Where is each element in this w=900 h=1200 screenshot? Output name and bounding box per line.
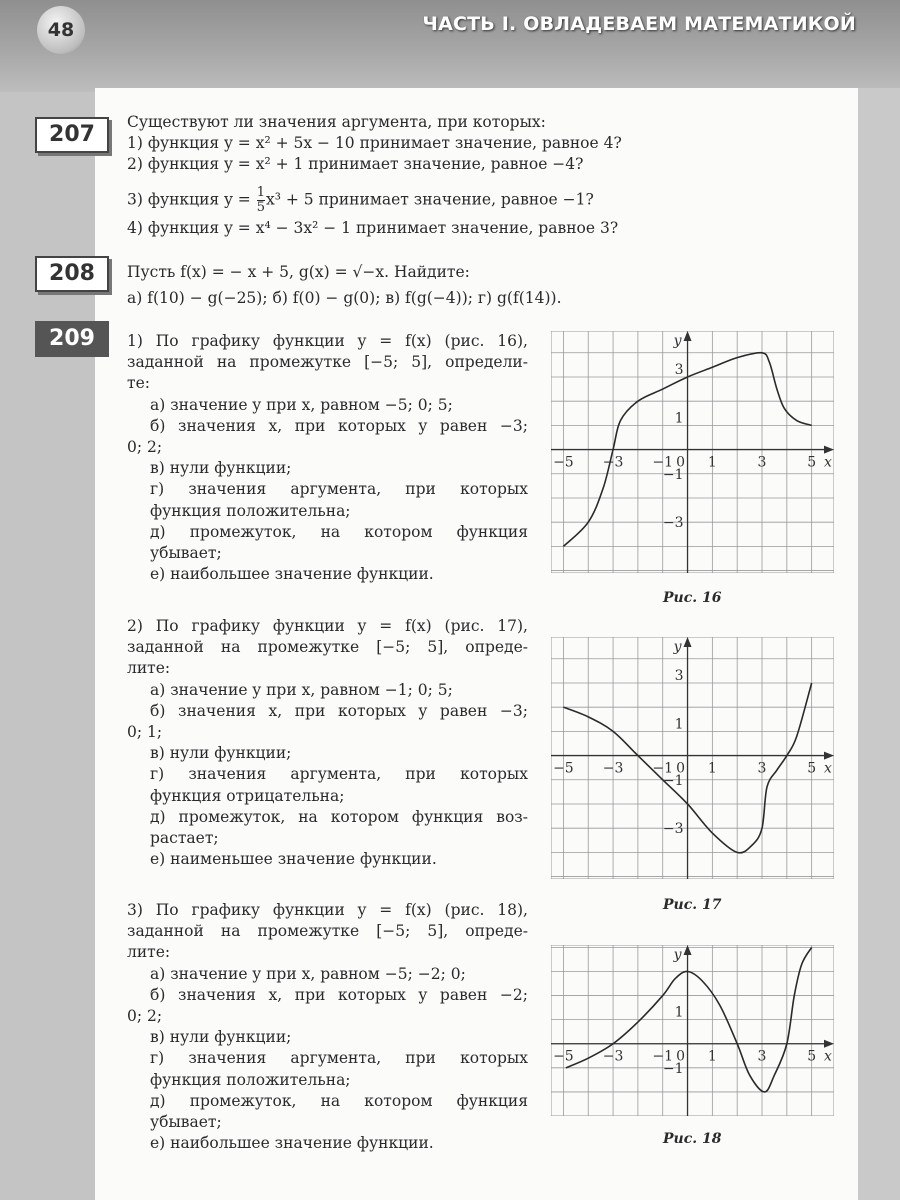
task-209-line: функция отрицательна;	[150, 786, 345, 805]
right-margin	[858, 88, 900, 1200]
task-207-line	[127, 186, 594, 215]
grid-border	[551, 945, 834, 1116]
task-number-208: 208	[35, 256, 109, 292]
y-tick-label: −3	[662, 821, 684, 838]
task-209-line: 0; 2;	[127, 1007, 163, 1025]
x-tick-label: −3	[602, 1048, 624, 1065]
task-209-line: 3) По графику функции y = f(x) (рис. 18),	[127, 901, 528, 919]
task-208-line: а) f(10) − g(−25); б) f(0) − g(0); в) f(g(−4)); г) g(f(14)).	[127, 289, 562, 307]
task-209-line: е) наибольшее значение функции.	[150, 1134, 434, 1153]
figure-caption: Рис. 18	[663, 1131, 722, 1147]
x-tick-label: 1	[707, 1048, 717, 1065]
x-tick-label: 5	[807, 1048, 817, 1065]
task-209-line: лите:	[127, 943, 171, 962]
task-209-line: в) нули функции;	[150, 1028, 292, 1047]
y-axis-label: y	[673, 333, 682, 349]
task-209-line: 0; 1;	[127, 723, 163, 741]
task-208-line: Пусть f(x) = − x + 5, g(x) = √−x. Найдите:	[127, 263, 470, 281]
task-209-line: а) значение y при x, равном −1; 0; 5;	[150, 680, 453, 699]
task-209-line: г) значения аргумента, при которых	[150, 480, 528, 499]
grid-border	[551, 331, 834, 573]
y-axis-arrow-icon	[684, 331, 692, 341]
task-207-line: 4) функция y = x⁴ − 3x² − 1 принимает значение, равное 3?	[127, 219, 619, 237]
task-209-line: д) промежуток, на котором функция	[150, 1091, 528, 1110]
task-number-207: 207	[35, 117, 109, 153]
page-number: 48	[37, 6, 85, 54]
y-axis-arrow-icon	[684, 637, 692, 647]
task-209-line: а) значение y при x, равном −5; −2; 0;	[150, 964, 466, 983]
task-209-line: в) нули функции;	[150, 459, 292, 478]
task-209-line: е) наибольшее значение функции.	[150, 565, 434, 584]
task-209-line: а) значение y при x, равном −5; 0; 5;	[150, 395, 453, 414]
y-tick-label: −1	[662, 466, 684, 483]
task-209-line: лите:	[127, 659, 171, 678]
y-tick-label: −3	[662, 515, 684, 532]
x-tick-label: −3	[602, 454, 624, 471]
y-tick-label: −1	[662, 1060, 684, 1077]
task-209-line: заданной на промежутке [−5; 5], опреде-	[127, 922, 528, 941]
task-number-209: 209	[35, 321, 109, 357]
text: x³ + 5 принимает значение, равное −1?	[266, 190, 594, 209]
fraction	[257, 186, 265, 215]
x-axis-arrow-icon	[824, 752, 834, 760]
x-axis-arrow-icon	[824, 1040, 834, 1048]
x-tick-label: −1	[652, 1048, 674, 1065]
y-tick-label: 3	[674, 361, 684, 378]
x-tick-label: 0	[676, 1048, 685, 1065]
x-tick-label: 0	[676, 454, 685, 471]
y-tick-label: 1	[674, 1004, 684, 1021]
task-209-line: 0; 2;	[127, 438, 163, 456]
x-axis-label: x	[824, 760, 832, 777]
task-209-line: убывает;	[150, 544, 222, 562]
function-graph	[551, 945, 834, 1116]
x-axis-label: x	[824, 454, 832, 471]
x-tick-label: −1	[652, 454, 674, 471]
y-axis-label: y	[673, 639, 682, 655]
task-207-line: Существуют ли значения аргумента, при которых:	[127, 113, 546, 131]
figure-caption: Рис. 16	[663, 590, 722, 606]
y-tick-label: 1	[674, 716, 684, 733]
x-tick-label: −5	[553, 760, 574, 777]
task-209-line: е) наименьшее значение функции.	[150, 850, 437, 869]
task-207-line: 1) функция y = x² + 5x − 10 принимает значение, равное 4?	[127, 134, 622, 152]
x-tick-label: −3	[602, 760, 624, 777]
task-209-line: 1) По графику функции y = f(x) (рис. 16),	[127, 332, 528, 350]
task-209-line: д) промежуток, на котором функция воз-	[150, 807, 528, 826]
task-209-line: те:	[127, 374, 150, 393]
task-209-line: заданной на промежутке [−5; 5], опреде-	[127, 638, 528, 657]
x-tick-label: 3	[757, 760, 767, 777]
x-tick-label: −5	[553, 1048, 574, 1065]
task-209-line: 2) По графику функции y = f(x) (рис. 17),	[127, 617, 528, 635]
x-tick-label: 5	[807, 454, 817, 471]
figure-caption: Рис. 17	[663, 897, 722, 913]
task-209-line: г) значения аргумента, при которых	[150, 765, 528, 784]
task-209-line: в) нули функции;	[150, 744, 292, 763]
x-tick-label: 1	[707, 760, 717, 777]
task-209-line: растает;	[150, 829, 219, 847]
task-209-line: б) значения x, при которых y равен −2;	[150, 985, 528, 1004]
grid-border	[551, 637, 834, 879]
text: 3) функция y =	[127, 190, 256, 209]
task-209-line: функция положительна;	[150, 1070, 351, 1089]
task-209-line: б) значения x, при которых y равен −3;	[150, 701, 528, 720]
task-209-line: убывает;	[150, 1113, 222, 1131]
y-tick-label: 1	[674, 410, 684, 427]
y-tick-label: −1	[662, 772, 684, 789]
y-tick-label: 3	[674, 667, 684, 684]
task-207-line: 2) функция y = x² + 1 принимает значение, равное −4?	[127, 155, 584, 173]
numerator: 1	[256, 185, 265, 200]
x-tick-label: −1	[652, 760, 674, 777]
task-209-line: заданной на промежутке [−5; 5], определи-	[127, 353, 528, 372]
x-tick-label: 5	[807, 760, 817, 777]
x-tick-label: 0	[676, 760, 685, 777]
denominator: 5	[256, 200, 265, 215]
x-axis-arrow-icon	[824, 446, 834, 454]
x-tick-label: 3	[757, 1048, 767, 1065]
task-209-line: г) значения аргумента, при которых	[150, 1049, 528, 1068]
y-axis-label: y	[673, 947, 682, 963]
x-axis-label: x	[824, 1048, 832, 1065]
chapter-title: ЧАСТЬ I. ОВЛАДЕВАЕМ МАТЕМАТИКОЙ	[422, 13, 856, 35]
x-tick-label: 3	[757, 454, 767, 471]
x-tick-label: −5	[553, 454, 574, 471]
task-209-line: д) промежуток, на котором функция	[150, 522, 528, 541]
task-209-line: б) значения x, при которых y равен −3;	[150, 416, 528, 435]
header-band	[0, 0, 900, 92]
x-tick-label: 1	[707, 454, 717, 471]
task-209-line: функция положительна;	[150, 501, 351, 520]
y-axis-arrow-icon	[684, 945, 692, 955]
function-graph	[551, 331, 834, 573]
function-graph	[551, 637, 834, 879]
